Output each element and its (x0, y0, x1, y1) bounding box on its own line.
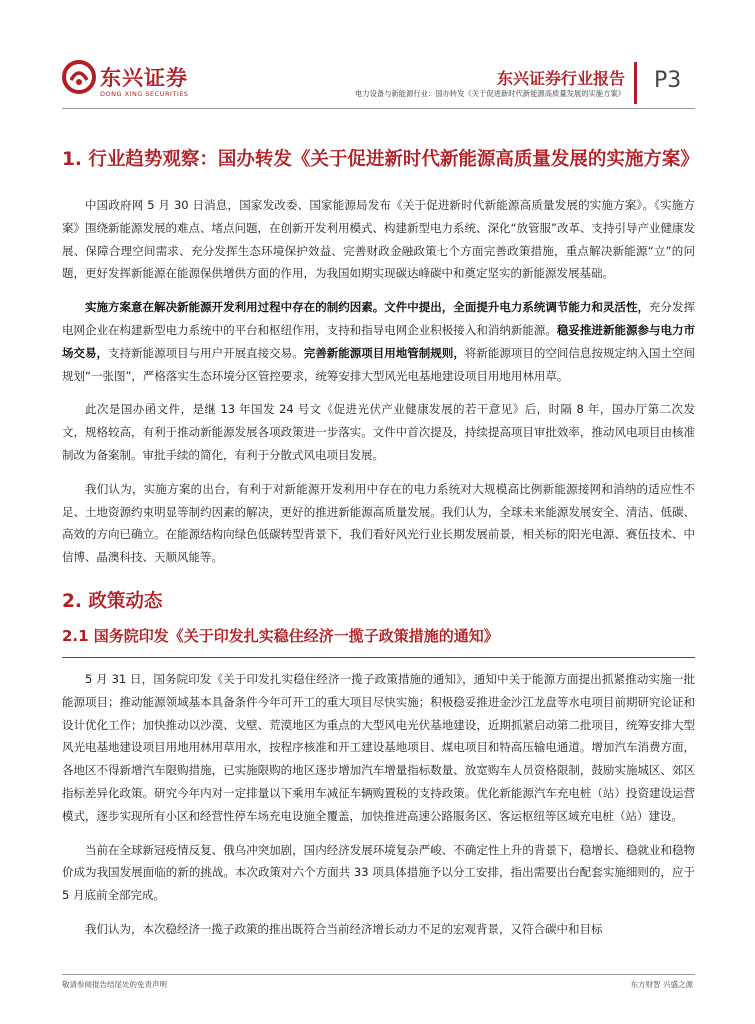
page-header (0, 0, 755, 110)
p2-bold-2: 稳妥推进新能源参与电力市场交易， (62, 322, 696, 360)
report-title: 东兴证券行业报告 (496, 69, 625, 88)
logo-text-cn: 东兴证券 (100, 66, 188, 90)
p2-text-2: 支持新能源项目与用户开展直接交易。 (108, 345, 304, 360)
section1-paragraph-1: 中国政府网 5 月 30 日消息，国家发改委、国家能源局发布《关于促进新时代新能源高质量发展的实施方案》。《实施方案》围绕新能源发展的难点、堵点问题，在创新开发利用模式、构建新型电力系统、深化“放管服”改革、支持引导产业健康发展、保障合理空间需求、充分发挥生态环境保护效益、完善财政金融政策七个方面完善政策措施，重点解决新能源“立”的问题，更好发挥新能源在能源保供增供方面的作用，为我国如期实现碳达峰碳中和奠定坚实的新能源发展基础。 (62, 198, 695, 281)
logo-text-en: DONG XING SECURITIES (100, 90, 189, 98)
footer-disclaimer: 敬请参阅报告结尾处的免责声明 (62, 980, 167, 989)
footer-slogan: 东方财智 兴盛之源 (630, 980, 693, 989)
section1-paragraph-2 (62, 296, 695, 387)
section2-paragraph-3: 我们认为，本次稳经济一揽子政策的推出既符合当前经济增长动力不足的宏观背景，又符合碳中和目标 (85, 921, 603, 936)
section2-heading: 2. 政策动态 (62, 590, 163, 612)
subsection-divider (62, 657, 695, 658)
header-divider (634, 62, 637, 104)
footer-rule (62, 974, 695, 975)
main-content (62, 140, 699, 952)
section2-paragraph-2: 当前在全球新冠疫情反复、俄乌冲突加剧，国内经济发展环境复杂严峻、不确定性上升的背景下，稳增长、稳就业和稳物价成为我国发展面临的新的挑战。本次政策对六个方面共 33 项具体措施予以分工安排，指出需要出台配套实施细则的，应于 5 月底前全部完成。 (62, 842, 695, 903)
p2-text-1: 充分发挥电网企业在构建新型电力系统中的平台和枢纽作用，支持和指导电网企业积极接入和消纳新能源。 (62, 300, 695, 337)
p2-bold-3: 完善新能源项目用地管制规则， (303, 345, 465, 360)
section1-paragraph-3: 此次是国办函文件，是继 13 年国发 24 号文《促进光伏产业健康发展的若干意见》后，时隔 8 年，国办厅第二次发文，规格较高，有利于推动新能源发展各项政策进一步落实。文件中首次提及，持续提高项目审批效率，推动风电项目由核准制改为备案制。审批手续的简化，有利于分散式风电项目发展。 (62, 402, 695, 462)
section2-paragraph-1: 5 月 31 日，国务院印发《关于印发扎实稳住经济一揽子政策措施的通知》，通知中关于能源方面提出抓紧推动实施一批能源项目；推动能源领域基本具备条件今年可开工的重大项目尽快实施；积极稳妥推进金沙江龙盘等水电项目前期研究论证和设计优化工作；加快推动以沙漠、戈壁、荒漠地区为重点的大型风电光伏基地建设，近期抓紧启动第二批项目，统筹安排大型风光电基地建设项目用地用林用草用水，按程序核准和开工建设基地项目、煤电项目和特高压输电通道。增加汽车消费方面，各地区不得新增汽车限购措施，已实施限购的地区逐步增加汽车增量指标数量、放宽购车人员资格限制，鼓励实施城区、郊区指标差异化政策。研究今年内对一定排量以下乘用车减征车辆购置税的支持政策。优化新能源汽车充电桩（站）投资建设运营模式，逐步实现所有小区和经营性停车场充电设施全覆盖，加快推进高速公路服务区、客运枢纽等区域充电桩（站）建设。 (62, 671, 695, 823)
logo-mark-icon (62, 60, 96, 94)
section1-paragraph-4: 我们认为，实施方案的出台，有利于对新能源开发利用中存在的电力系统对大规模高比例新能源接网和消纳的适应性不足、土地资源约束明显等制约因素的解决，更好的推进新能源高质量发展。我们认为，全球未来能源发展安全、清洁、低碳、高效的方向已确立。在能源结构向绿色低碳转型背景下，我们看好风光行业长期发展前景，相关标的阳光电源、赛伍技术、中信博、晶澳科技、天顺风能等。 (62, 481, 695, 565)
page-number: P3 (654, 68, 682, 93)
header-rule (62, 108, 695, 109)
section2-1-heading: 2.1 国务院印发《关于印发扎实稳住经济一揽子政策措施的通知》 (62, 626, 499, 645)
company-logo (62, 60, 192, 106)
p2-bold-1: 实施方案意在解决新能源开发利用过程中存在的制约因素。文件中提出，全面提升电力系统调节能力和灵活性， (85, 300, 649, 315)
section1-heading: 1. 行业趋势观察：国办转发《关于促进新时代新能源高质量发展的实施方案》 (62, 149, 699, 170)
p2-text-3: 将新能源项目的空间信息按规定纳入国土空间规划“一张图”，严格落实生态环境分区管控要求，统筹安排大型风光电基地建设项目用地用林用草。 (62, 345, 696, 383)
report-subtitle: 电力设备与新能源行业：国办转发《关于促进新时代新能源高质量发展的实施方案》 (355, 89, 625, 98)
